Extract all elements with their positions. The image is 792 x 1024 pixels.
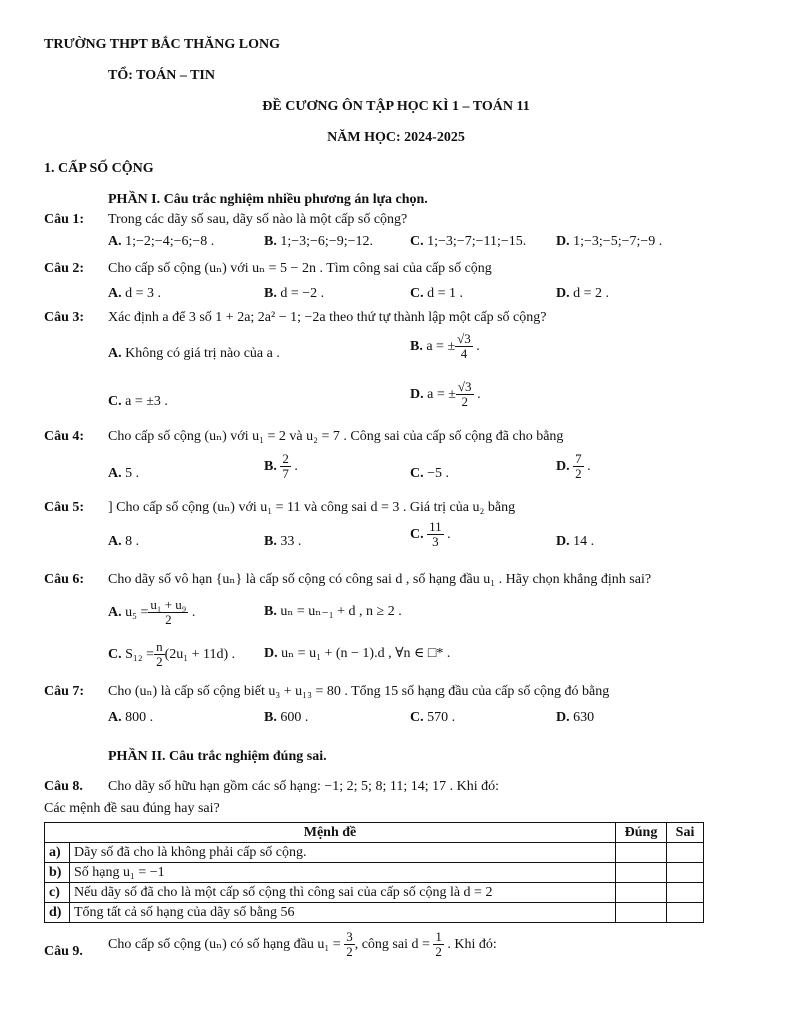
fraction-denominator: 2 [346, 944, 353, 960]
school-name: TRƯỜNG THPT BẮC THĂNG LONG [44, 37, 280, 52]
q9-text-post: . Khi đó: [447, 937, 497, 953]
q2-option-b [264, 286, 324, 303]
q5-text: ] Cho cấp số cộng (uₙ) với u₁ = 11 và công sai d = 3 . Giá trị của u₂ bằng [108, 500, 516, 515]
fraction [573, 452, 584, 482]
option-letter: C. [410, 234, 424, 249]
q4-text: Cho cấp số cộng (uₙ) với u₁ = 2 và u₂ = 7 . Công sai của cấp số cộng đã cho bằng [108, 429, 564, 444]
option-letter: C. [410, 286, 424, 301]
option-letter: A. [108, 346, 122, 361]
q5-label: Câu 5: [44, 500, 85, 515]
q1-text: Trong các dãy số sau, dãy số nào là một cấp số cộng? [108, 212, 408, 227]
option-letter: B. [264, 604, 277, 619]
true-cell[interactable] [616, 863, 667, 883]
false-cell[interactable] [667, 883, 704, 903]
fraction-denominator: 3 [432, 534, 439, 550]
option-text: u₅ = [125, 605, 149, 621]
table-header-statement: Mệnh đề [45, 823, 616, 843]
row-label: d) [45, 903, 70, 923]
fraction [456, 380, 474, 410]
option-letter: D. [410, 387, 424, 403]
option-letter: D. [264, 646, 278, 661]
q7-option-a [108, 710, 153, 727]
option-text: 630 [573, 710, 595, 725]
table-row [45, 843, 704, 863]
fraction-numerator: 2 [282, 451, 289, 466]
q5-option-a [108, 534, 139, 551]
true-cell[interactable] [616, 843, 667, 863]
q5-option-c [410, 520, 451, 550]
row-label: b) [45, 863, 70, 883]
table-row [45, 903, 704, 923]
option-letter: A. [108, 234, 122, 249]
option-text: 1;−3;−7;−11;−15. [427, 234, 527, 249]
option-letter: B. [264, 286, 277, 301]
q2-option-d [556, 286, 609, 303]
q4-option-d [556, 452, 591, 482]
q1-option-d [556, 234, 662, 251]
option-punct: . [476, 339, 480, 355]
table-header-row [45, 823, 704, 843]
q7-text: Cho (uₙ) là cấp số cộng biết u₃ + u₁₃ = 80 . Tổng 15 số hạng đầu của cấp số cộng đó bằng [108, 684, 610, 699]
option-text: S₁₂ = [125, 647, 155, 663]
document-title: ĐỀ CƯƠNG ÔN TẬP HỌC KÌ 1 – TOÁN 11 [262, 99, 530, 114]
q3-option-a [108, 346, 280, 363]
option-text: 570 . [427, 710, 456, 725]
option-letter: A. [108, 605, 122, 621]
q7-option-b [264, 710, 308, 727]
option-letter: D. [556, 286, 570, 301]
option-text: 14 . [573, 534, 595, 549]
option-letter: D. [556, 234, 570, 249]
q9-text-pre: Cho cấp số cộng (uₙ) có số hạng đầu u₁ = [108, 937, 341, 953]
q3-option-c [108, 394, 168, 411]
q8-label: Câu 8. [44, 779, 83, 794]
option-text: a = ± [426, 339, 456, 355]
false-cell[interactable] [667, 843, 704, 863]
q1-option-c [410, 234, 526, 251]
row-label: c) [45, 883, 70, 903]
option-letter: D. [556, 710, 570, 725]
option-letter: C. [410, 466, 424, 481]
part1-heading: PHẦN I. Câu trắc nghiệm nhiều phương án lựa chọn. [108, 192, 428, 207]
true-cell[interactable] [616, 903, 667, 923]
option-text: uₙ = u₁ + (n − 1).d , ∀n ∈ □* . [281, 646, 451, 661]
q1-label: Câu 1: [44, 212, 85, 227]
option-letter: C. [410, 710, 424, 725]
q2-option-c [410, 286, 463, 303]
table-header-true: Đúng [616, 823, 667, 843]
table-row [45, 863, 704, 883]
true-cell[interactable] [616, 883, 667, 903]
fraction-numerator: 7 [575, 451, 582, 466]
q3-option-d [410, 380, 481, 410]
option-text: 5 . [125, 466, 140, 481]
q5-option-d [556, 534, 594, 551]
option-text: d = 3 . [125, 286, 162, 301]
option-letter: A. [108, 710, 122, 725]
option-text: d = 2 . [573, 286, 610, 301]
row-statement: Nếu dãy số đã cho là một cấp số cộng thì công sai của cấp số cộng là d = 2 [70, 883, 616, 903]
q9-text-mid: , công sai d = [354, 937, 430, 953]
option-letter: C. [108, 394, 122, 409]
q4-option-a [108, 466, 139, 483]
fraction-numerator: 3 [346, 929, 353, 944]
option-text: d = 1 . [427, 286, 464, 301]
option-text: 33 . [280, 534, 302, 549]
option-text: a = ± [427, 387, 456, 403]
q8-text: Cho dãy số hữu hạn gồm các số hạng: −1; 2; 5; 8; 11; 14; 17 . Khi đó: [108, 779, 499, 794]
fraction-numerator: √3 [457, 379, 472, 394]
q7-option-c [410, 710, 455, 727]
fraction [427, 520, 444, 550]
q9-text [108, 930, 497, 960]
fraction [154, 640, 165, 670]
row-statement: Tổng tất cả số hạng của dãy số bằng 56 [70, 903, 616, 923]
q2-label: Câu 2: [44, 261, 85, 276]
fraction [344, 930, 355, 960]
option-letter: B. [264, 710, 277, 725]
q4-option-b [264, 452, 298, 482]
false-cell[interactable] [667, 863, 704, 883]
q3-text: Xác định a để 3 số 1 + 2a; 2a² − 1; −2a theo thứ tự thành lập một cấp số cộng? [108, 310, 547, 325]
option-letter: B. [264, 534, 277, 549]
option-text: −5 . [427, 466, 450, 481]
option-letter: B. [410, 339, 423, 355]
q6-text: Cho dãy số vô hạn {uₙ} là cấp số cộng có công sai d , số hạng đầu u₁ . Hãy chọn khẳng định sai? [108, 572, 652, 587]
option-letter: B. [264, 234, 277, 249]
option-letter: A. [108, 466, 122, 481]
fraction [455, 332, 473, 362]
q4-label: Câu 4: [44, 429, 85, 444]
option-punct: . [294, 459, 298, 475]
fraction-denominator: 7 [282, 466, 289, 482]
option-text: 800 . [125, 710, 154, 725]
section-heading: 1. CẤP SỐ CỘNG [44, 161, 154, 176]
row-statement: Số hạng u₁ = −1 [70, 863, 616, 883]
q6-option-d [264, 646, 450, 663]
option-letter: D. [556, 459, 570, 475]
option-letter: A. [108, 286, 122, 301]
false-cell[interactable] [667, 903, 704, 923]
option-letter: C. [410, 527, 424, 543]
q7-option-d [556, 710, 594, 727]
fraction-numerator: 11 [429, 519, 442, 534]
q1-option-b [264, 234, 373, 251]
fraction [280, 452, 291, 482]
fraction-numerator: u₁ + u₉ [150, 597, 187, 612]
q1-option-a [108, 234, 214, 251]
fraction [148, 598, 188, 628]
option-punct: . [477, 387, 481, 403]
q4-option-c [410, 466, 449, 483]
fraction-denominator: 2 [165, 612, 172, 628]
department-name: TỔ: TOÁN – TIN [108, 68, 215, 83]
q2-text: Cho cấp số cộng (uₙ) với uₙ = 5 − 2n . Tìm công sai của cấp số cộng [108, 261, 492, 276]
option-text: (2u₁ + 11d) . [164, 647, 236, 663]
option-letter: B. [264, 459, 277, 475]
table-header-false: Sai [667, 823, 704, 843]
q6-option-b [264, 604, 402, 621]
option-text: a = ±3 . [125, 394, 168, 409]
school-year: NĂM HỌC: 2024-2025 [327, 130, 465, 145]
option-letter: A. [108, 534, 122, 549]
option-text: 600 . [280, 710, 309, 725]
q5-option-b [264, 534, 301, 551]
option-letter: C. [108, 647, 122, 663]
q8-prompt: Các mệnh đề sau đúng hay sai? [44, 801, 220, 816]
q2-option-a [108, 286, 161, 303]
option-text: 1;−2;−4;−6;−8 . [125, 234, 215, 249]
option-text: d = −2 . [280, 286, 325, 301]
true-false-table [44, 822, 704, 923]
fraction-denominator: 4 [460, 346, 468, 362]
fraction-denominator: 2 [156, 654, 163, 670]
fraction-numerator: 1 [435, 929, 442, 944]
q6-option-c [108, 640, 235, 670]
row-statement: Dãy số đã cho là không phải cấp số cộng. [70, 843, 616, 863]
table-row [45, 883, 704, 903]
fraction-numerator: n [156, 639, 163, 654]
option-punct: . [191, 605, 196, 621]
option-punct: . [587, 459, 591, 475]
q6-option-a [108, 598, 195, 628]
option-text: 1;−3;−5;−7;−9 . [573, 234, 663, 249]
option-letter: D. [556, 534, 570, 549]
fraction-denominator: 2 [435, 944, 442, 960]
row-label: a) [45, 843, 70, 863]
fraction-numerator: √3 [457, 331, 471, 346]
q3-option-b [410, 332, 480, 362]
fraction [433, 930, 444, 960]
option-punct: . [447, 527, 451, 543]
fraction-denominator: 2 [461, 394, 468, 410]
option-text: Không có giá trị nào của a . [125, 346, 280, 361]
q6-label: Câu 6: [44, 572, 85, 587]
q3-label: Câu 3: [44, 310, 85, 325]
fraction-denominator: 2 [575, 466, 582, 482]
q9-label: Câu 9. [44, 944, 83, 959]
part2-heading: PHẦN II. Câu trắc nghiệm đúng sai. [108, 749, 327, 764]
option-text: 8 . [125, 534, 140, 549]
option-text: 1;−3;−6;−9;−12. [280, 234, 373, 249]
q7-label: Câu 7: [44, 684, 85, 699]
option-text: uₙ = uₙ₋₁ + d , n ≥ 2 . [280, 604, 402, 619]
